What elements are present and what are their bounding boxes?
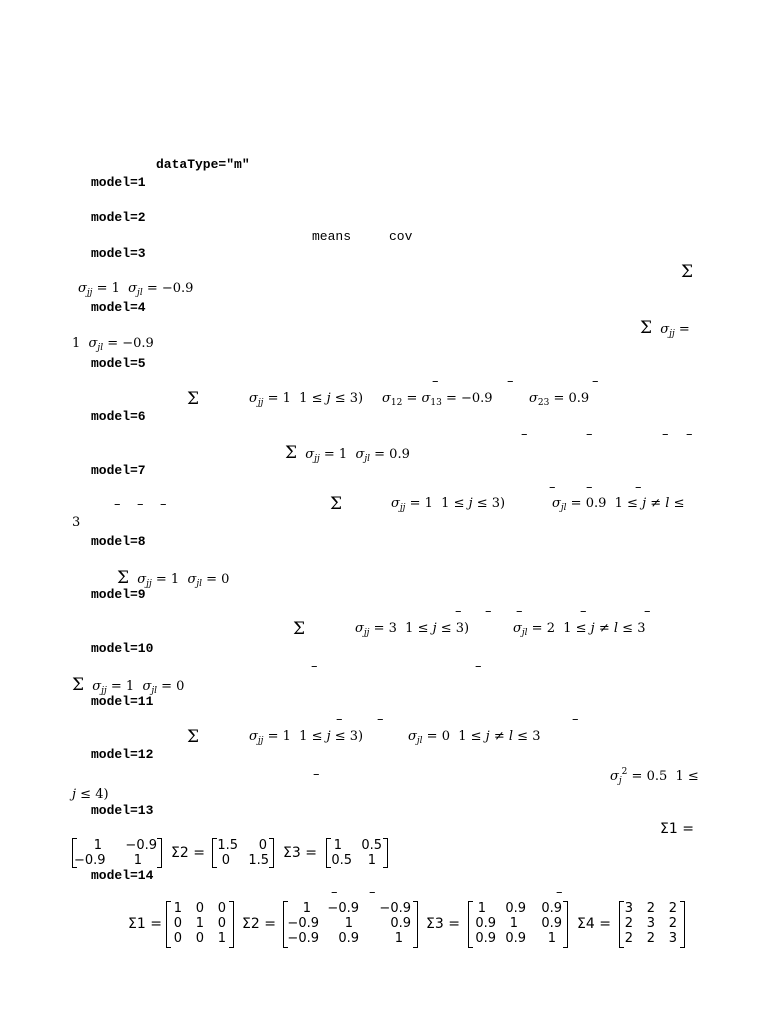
overbar-mark: – (455, 604, 462, 619)
overbar-mark: – (369, 885, 376, 900)
matrix-cell: 1 (344, 916, 353, 931)
overbar-mark: – (662, 427, 669, 442)
matrix-cell: 0.9 (505, 901, 526, 916)
sigma1-label: Σ1 = (128, 916, 162, 932)
overbar-mark: – (377, 712, 384, 727)
matrix-cell: 0 (173, 931, 182, 946)
model-12-equation: $\sigma_j^2 = 0.5$ 1 ≤ (610, 767, 699, 786)
matrix-cell: 1 (477, 901, 486, 916)
matrix-cell: 0.9 (390, 916, 411, 931)
matrix-cell: 2 (668, 916, 677, 931)
matrix-m14-sigma3 (468, 901, 568, 948)
matrix-cell: 1 (509, 916, 518, 931)
model-7-equation-tail: 3 (72, 515, 81, 530)
model-8-equation: Σ $\sigma_{jj} = 1$ $\sigma_{jl} = 0$ (117, 568, 230, 589)
cov-code: cov (389, 229, 413, 244)
matrix-cell: 1.5 (217, 838, 238, 853)
matrix-cell: 0.9 (475, 916, 496, 931)
model-12-equation-tail: j ≤ 4) (72, 787, 109, 802)
overbar-mark: – (592, 374, 599, 389)
matrix-cell: 2 (624, 931, 633, 946)
matrix-cell: 1 (195, 916, 204, 931)
matrix-cell: 0.5 (331, 853, 352, 868)
overbar-mark: – (507, 374, 514, 389)
matrix-cell: 0 (173, 916, 182, 931)
matrix-cell: 0.9 (505, 931, 526, 946)
matrix-cell: −0.9 (287, 931, 319, 946)
overbar-mark: – (644, 604, 651, 619)
matrix-m13-sigma1 (72, 838, 162, 868)
model-13-label: model=13 (91, 803, 154, 818)
sigma-symbol: Σ (681, 262, 694, 282)
matrix-cell: −0.9 (379, 901, 411, 916)
matrix-cell: 2 (668, 901, 677, 916)
sigma2-label: Σ2 = (171, 845, 205, 861)
matrix-cell: 0 (258, 838, 267, 853)
matrix-m14-sigma1 (166, 901, 234, 948)
matrix-cell: 1.5 (248, 853, 269, 868)
model-14-label: model=14 (91, 868, 154, 883)
overbar-mark: – (137, 497, 144, 512)
model-3-label: model=3 (91, 246, 146, 261)
model-2-label: model=2 (91, 210, 146, 225)
matrix-cell: 2 (646, 901, 655, 916)
matrix-cell: 1 (133, 853, 142, 868)
matrix-cell: 2 (624, 916, 633, 931)
sigma3-label: Σ3 = (283, 845, 317, 861)
matrix-cell: 0 (195, 901, 204, 916)
overbar-mark: – (549, 480, 556, 495)
matrix-cell: 1 (333, 838, 342, 853)
matrix-cell: 3 (624, 901, 633, 916)
model-5-label: model=5 (91, 356, 146, 371)
matrix-cell: 1 (93, 838, 102, 853)
matrix-cell: 3 (646, 916, 655, 931)
overbar-mark: – (586, 480, 593, 495)
matrix-cell: 1 (217, 931, 226, 946)
model-12-label: model=12 (91, 747, 154, 762)
matrix-cell: 0 (195, 931, 204, 946)
model-7-equation-a: $\sigma_{jj} = 1$ 1 ≤ j ≤ 3) (391, 496, 506, 513)
model-6-equation: Σ $\sigma_{jj} = 1$ $\sigma_{jl} = 0.9$ (285, 443, 410, 464)
sigma3-label: Σ3 = (426, 916, 460, 932)
overbar-mark: – (521, 427, 528, 442)
model-1-label: model=1 (91, 175, 146, 190)
matrix-m14-sigma2 (283, 901, 418, 948)
matrix-cell: 0.9 (475, 931, 496, 946)
means-code: means (312, 229, 352, 244)
matrix-cell: −0.9 (74, 853, 106, 868)
overbar-mark: – (114, 497, 121, 512)
sigma4-label: Σ4 = (577, 916, 611, 932)
model-5-equation-b: $\sigma_{12} = \sigma_{13} = -0.9$ (382, 391, 493, 408)
overbar-mark: – (485, 604, 492, 619)
model-9-equation-a: $\sigma_{jj} = 3$ 1 ≤ j ≤ 3) (355, 621, 470, 638)
sigma-symbol: Σ (187, 727, 200, 747)
matrix-cell: −0.9 (125, 838, 157, 853)
overbar-mark: – (160, 497, 167, 512)
model-11-equation-a: $\sigma_{jj} = 1$ 1 ≤ j ≤ 3) (249, 729, 364, 746)
model-7-equation-b: $\sigma_{jl} = 0.9$ 1 ≤ j ≠ l ≤ (552, 496, 685, 513)
model-10-equation: Σ $\sigma_{jj} = 1$ $\sigma_{jl} = 0$ (72, 675, 185, 696)
overbar-mark: – (586, 427, 593, 442)
model-4-equation-tail: 1 $\sigma_{jl} = -0.9$ (72, 336, 154, 353)
matrix-cell: −0.9 (327, 901, 359, 916)
model-4-equation-head: Σ $\sigma_{jj}$ = (640, 318, 690, 339)
overbar-mark: – (336, 712, 343, 727)
sigma1-label: Σ1 = (660, 821, 694, 837)
overbar-mark: – (331, 885, 338, 900)
model-11-equation-b: $\sigma_{jl} = 0$ 1 ≤ j ≠ l ≤ 3 (408, 729, 541, 746)
overbar-mark: – (580, 604, 587, 619)
matrix-m13-sigma2 (212, 838, 274, 868)
overbar-mark: – (572, 712, 579, 727)
matrix-cell: 0.9 (338, 931, 359, 946)
overbar-mark: – (432, 374, 439, 389)
matrix-cell: 0.5 (361, 838, 382, 853)
model-10-label: model=10 (91, 641, 154, 656)
matrix-cell: 1 (302, 901, 311, 916)
datatype-code: dataType="m" (156, 157, 250, 172)
overbar-mark: – (635, 480, 642, 495)
overbar-mark: – (311, 659, 318, 674)
matrix-m14-sigma4 (619, 901, 685, 948)
sigma-symbol: Σ (293, 619, 306, 639)
matrix-cell: 3 (668, 931, 677, 946)
matrix-m13-sigma3 (326, 838, 388, 868)
matrix-cell: 2 (646, 931, 655, 946)
overbar-mark: – (556, 885, 563, 900)
overbar-mark: – (686, 427, 693, 442)
overbar-mark: – (313, 767, 320, 782)
model-3-equation: $\sigma_{jj} = 1$ $\sigma_{jl} = -0.9$ (78, 281, 194, 298)
model-7-label: model=7 (91, 463, 146, 478)
model-5-equation-a: $\sigma_{jj} = 1$ 1 ≤ j ≤ 3) (249, 391, 364, 408)
matrix-cell: 1 (173, 901, 182, 916)
matrix-cell: 1 (367, 853, 376, 868)
matrix-cell: 0 (217, 901, 226, 916)
matrix-cell: 1 (547, 931, 556, 946)
matrix-cell: 0 (221, 853, 230, 868)
matrix-cell: 0.9 (541, 916, 562, 931)
overbar-mark: – (475, 659, 482, 674)
sigma-symbol: Σ (330, 494, 343, 514)
model-11-label: model=11 (91, 694, 154, 709)
model-5-equation-c: $\sigma_{23} = 0.9$ (529, 391, 590, 408)
matrix-cell: 0.9 (541, 901, 562, 916)
overbar-mark: – (516, 604, 523, 619)
matrix-cell: 1 (394, 931, 403, 946)
model-9-equation-b: $\sigma_{jl} = 2$ 1 ≤ j ≠ l ≤ 3 (513, 621, 646, 638)
sigma-symbol: Σ (187, 389, 200, 409)
model-4-label: model=4 (91, 300, 146, 315)
matrix-cell: −0.9 (287, 916, 319, 931)
model-6-label: model=6 (91, 409, 146, 424)
sigma2-label: Σ2 = (242, 916, 276, 932)
model-8-label: model=8 (91, 534, 146, 549)
matrix-cell: 0 (217, 916, 226, 931)
model-9-label: model=9 (91, 587, 146, 602)
